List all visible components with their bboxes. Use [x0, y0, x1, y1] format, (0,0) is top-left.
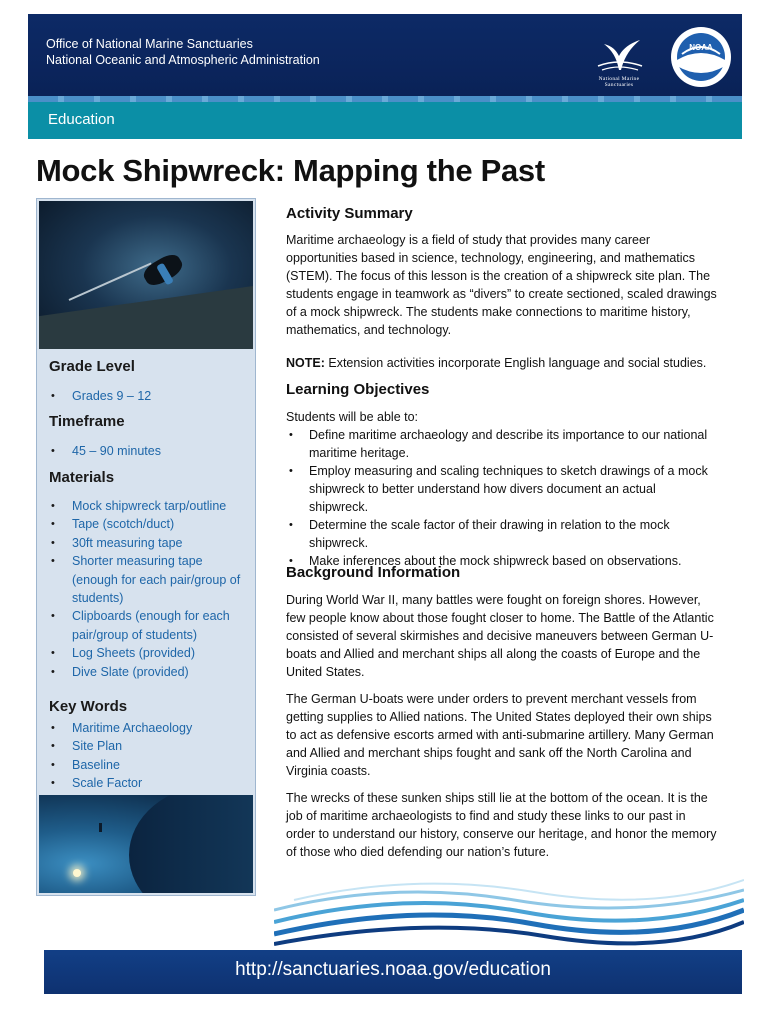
list-item: • Log Sheets (provided)	[49, 644, 240, 662]
learning-objectives-intro: Students will be able to:	[286, 410, 419, 424]
background-heading: Background Information	[286, 564, 461, 581]
list-item: • 30ft measuring tape	[49, 534, 240, 552]
nms-logo-label: National Marine Sanctuaries	[598, 76, 640, 88]
grade-level-heading: Grade Level	[49, 358, 135, 375]
footer-url-link[interactable]: http://sanctuaries.noaa.gov/education	[235, 959, 551, 980]
activity-summary-heading: Activity Summary	[286, 205, 413, 222]
activity-summary-text: Maritime archaeology is a field of study that provides many career opportunities based in science, technology, engineering, and mathematics (STEM). The focus of this lesson is the creation of a shipwreck site plan. The students engage in teamwork as “divers” to create sectioned, scaled drawings of a mock shipwreck. The students make connections to maritime history, mathematics, and technology.	[286, 233, 717, 337]
list-item: • Make inferences about the mock shipwreck based on observations.	[286, 552, 718, 570]
list-item: • Site Plan	[49, 737, 192, 755]
national-marine-sanctuaries-logo	[584, 22, 654, 92]
office-line-2: National Oceanic and Atmospheric Administration	[46, 53, 320, 67]
learning-objectives-heading: Learning Objectives	[286, 381, 430, 398]
header-banner	[28, 14, 742, 96]
background-section	[286, 564, 718, 861]
note-text: Extension activities incorporate English language and social studies.	[324, 356, 707, 370]
list-item: • Baseline	[49, 756, 192, 774]
timeframe-heading: Timeframe	[49, 413, 125, 430]
timeframe-list	[49, 442, 161, 460]
list-item: • Tape (scotch/duct)	[49, 515, 240, 533]
list-item-line: pair/group of students)	[72, 627, 198, 642]
diver-photo	[39, 201, 253, 349]
sidebar	[36, 198, 256, 896]
whale-tail-icon	[584, 22, 654, 76]
learning-objectives-list	[286, 426, 718, 570]
grade-level-list	[49, 387, 151, 405]
learning-objectives-section	[286, 381, 718, 570]
key-words-list	[49, 719, 192, 793]
office-name	[46, 36, 320, 68]
office-line-1: Office of National Marine Sanctuaries	[46, 37, 253, 51]
background-paragraph: The German U-boats were under orders to prevent merchant vessels from getting supplies to Allied nations. The United States deployed their own ships to act as defensive escorts armed with anti-submarine artillery. Many German and Allied and merchant ships fought and sank off the North Carolina and Virginia coasts.	[286, 692, 714, 778]
activity-summary-section	[286, 205, 718, 339]
materials-list	[49, 497, 240, 681]
list-item-line: • Shorter measuring tape	[72, 554, 203, 569]
shipwreck-photo	[39, 795, 253, 893]
list-item: • 45 – 90 minutes	[49, 442, 161, 460]
list-item: • Scale Factor	[49, 774, 192, 792]
page-title: Mock Shipwreck: Mapping the Past	[36, 153, 545, 188]
list-item: • Grades 9 – 12	[49, 387, 151, 405]
list-item	[49, 607, 240, 644]
logos	[584, 22, 734, 92]
section-bar	[28, 102, 742, 139]
list-item: • Determine the scale factor of their drawing in relation to the mock shipwreck.	[286, 516, 718, 552]
list-item-line: • Clipboards (enough for each	[72, 609, 230, 624]
background-paragraph: During World War II, many battles were fought on foreign shores. However, few people know about those fought closer to home. The Battle of the Atlantic consisted of several skirmishes and decisive maneuvers between German U-boats and Allied and merchant ships all along the coasts of Europe and the United States.	[286, 593, 714, 679]
note	[286, 354, 718, 372]
list-item: • Mock shipwreck tarp/outline	[49, 497, 240, 515]
background-paragraph: The wrecks of these sunken ships still lie at the bottom of the ocean. It is the job of maritime archaeologists to find and study these links to our past in order to understand our history, conserve our heritage, and honor the memory of those who died defending our nation’s future.	[286, 791, 717, 859]
list-item	[49, 552, 240, 607]
decorative-waves	[274, 870, 744, 950]
noaa-logo	[670, 26, 732, 88]
key-words-heading: Key Words	[49, 698, 128, 715]
list-item: • Define maritime archaeology and describe its importance to our national maritime heritage.	[286, 426, 718, 462]
list-item-line: students)	[72, 591, 124, 606]
note-label: NOTE:	[286, 356, 325, 370]
list-item: • Dive Slate (provided)	[49, 663, 240, 681]
footer-bar	[44, 950, 742, 994]
noaa-logo-text: NOAA	[689, 43, 713, 52]
list-item: • Maritime Archaeology	[49, 719, 192, 737]
list-item: • Employ measuring and scaling techniques to sketch drawings of a mock shipwreck to better understand how divers document an actual shipwreck.	[286, 462, 718, 516]
materials-heading: Materials	[49, 469, 115, 486]
section-label: Education	[48, 111, 115, 128]
list-item-line: (enough for each pair/group of	[72, 572, 241, 587]
